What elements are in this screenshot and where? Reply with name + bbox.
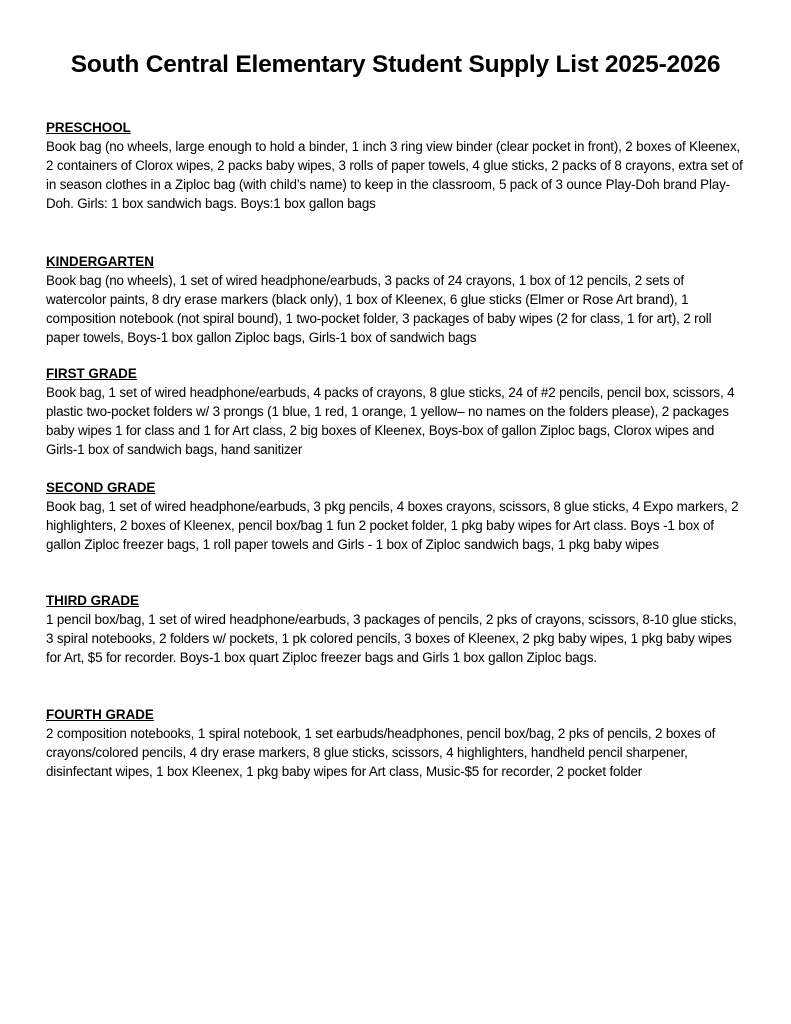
section-body: 2 composition notebooks, 1 spiral notebook, 1 set earbuds/headphones, pencil box/bag, 2 pks of pencils, 2 boxes of crayons/colored pencils, 4 dry erase markers, 8 glue sticks, scissors, 4 highlighters, handheld pencil sharpener, disinfectant wipes, 1 box Kleenex, 1 pkg baby wipes for Art class, Music-$5 for recorder, 2 pocket folder	[46, 726, 716, 779]
section-body: Book bag, 1 set of wired headphone/earbuds, 3 pkg pencils, 4 boxes crayons, scissors, 8 glue sticks, 4 Expo markers, 2 highlighters, 2 boxes of Kleenex, pencil box/bag 1 fun 2 pocket folder, 1 pkg baby wipes for Art class. Boys -1 box of gallon Ziploc freezer bags, 1 roll paper towels and Girls - 1 box of Ziploc sandwich bags, 1 pkg baby wipes	[46, 499, 739, 552]
section-kindergarten	[46, 252, 746, 347]
section-heading: THIRD GRADE	[46, 593, 139, 608]
section-second-grade	[46, 478, 746, 554]
document-title: South Central Elementary Student Supply List 2025-2026	[70, 51, 721, 78]
section-heading: KINDERGARTEN	[46, 254, 154, 269]
section-body: Book bag (no wheels), 1 set of wired headphone/earbuds, 3 packs of 24 crayons, 1 box of 12 pencils, 2 sets of watercolor paints, 8 dry erase markers (black only), 1 box of Kleenex, 6 glue sticks (Elmer or Rose Art brand), 1 composition notebook (not spiral bound), 1 two-pocket folder, 3 packages of baby wipes (2 for class, 1 for art), 2 roll paper towels, Boys-1 box gallon Ziploc bags, Girls-1 box of sandwich bags	[46, 273, 712, 345]
section-fourth-grade	[46, 705, 746, 781]
section-heading: PRESCHOOL	[46, 120, 131, 135]
section-heading: FIRST GRADE	[46, 366, 137, 381]
section-third-grade	[46, 591, 746, 667]
section-heading: SECOND GRADE	[46, 480, 156, 495]
section-body: 1 pencil box/bag, 1 set of wired headphone/earbuds, 3 packages of pencils, 2 pks of crayons, scissors, 8-10 glue sticks, 3 spiral notebooks, 2 folders w/ pockets, 1 pk colored pencils, 3 boxes of Kleenex, 2 pkg baby wipes, 1 pkg baby wipes for Art, $5 for recorder. Boys-1 box quart Ziploc freezer bags and Girls 1 box gallon Ziploc bags.	[46, 612, 737, 665]
section-body: Book bag, 1 set of wired headphone/earbuds, 4 packs of crayons, 8 glue sticks, 24 of #2 pencils, pencil box, scissors, 4 plastic two-pocket folders w/ 3 prongs (1 blue, 1 red, 1 orange, 1 yellow– no names on the folders please), 2 packages baby wipes 1 for class and 1 for Art class, 2 big boxes of Kleenex, Boys-box of gallon Ziploc bags, Clorox wipes and Girls-1 box of sandwich bags, hand sanitizer	[46, 385, 735, 457]
section-body: Book bag (no wheels, large enough to hold a binder, 1 inch 3 ring view binder (clear pocket in front), 2 boxes of Kleenex, 2 containers of Clorox wipes, 2 packs baby wipes, 3 rolls of paper towels, 4 glue sticks, 2 packs of 8 crayons, extra set of in season clothes in a Ziploc bag (with child’s name) to keep in the classroom, 5 pack of 3 ounce Play-Doh brand Play-Doh. Girls: 1 box sandwich bags. Boys:1 box gallon bags	[46, 139, 743, 211]
section-heading: FOURTH GRADE	[46, 707, 154, 722]
section-preschool	[46, 118, 746, 213]
section-first-grade	[46, 364, 746, 459]
